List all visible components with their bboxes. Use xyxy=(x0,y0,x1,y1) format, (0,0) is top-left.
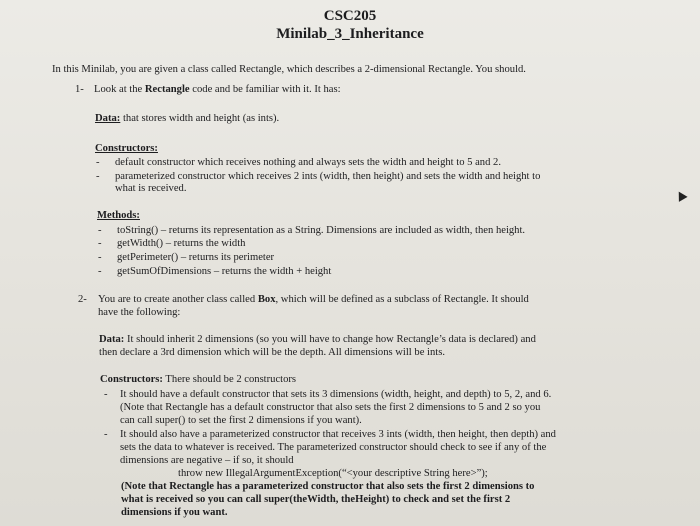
note-line: dimensions if you want. xyxy=(121,507,228,518)
method-line: toString() – returns its representation as a String. Dimensions are included as width, then height. xyxy=(117,225,526,236)
bullet-dash: - xyxy=(98,266,102,277)
methods-label: Methods: xyxy=(97,210,140,221)
item-1-data xyxy=(95,113,279,125)
constructor-detail-line: It should have a default constructor that sets its 3 dimensions (width, height, and depth) to 5, 2, and 6. xyxy=(120,389,552,400)
item-2-number: 2- xyxy=(78,294,87,305)
lab-title: Minilab_3_Inheritance xyxy=(276,26,424,42)
constructor-line: default constructor which receives nothing and always sets the width and height to 5 and 2. xyxy=(115,157,501,168)
bullet-dash: - xyxy=(104,389,108,400)
data-label: Data: xyxy=(95,113,121,124)
constructor-detail-line: (Note that Rectangle has a default constructor that also sets the first 2 dimensions to 5 and 2 so you xyxy=(120,402,541,413)
note-line: (Note that Rectangle has a parameterized constructor that also sets the first 2 dimensions to xyxy=(121,481,535,492)
method-line: getPerimeter() – returns its perimeter xyxy=(117,252,275,263)
intro-paragraph: In this Minilab, you are given a class called Rectangle, which describes a 2-dimensional Rectangle. You should. xyxy=(52,64,526,75)
bullet-dash: - xyxy=(98,238,102,249)
constructor-detail-line: dimensions are negative – if so, it should xyxy=(120,455,294,466)
method-line: getSumOfDimensions – returns the width + height xyxy=(117,266,332,277)
bullet-dash: - xyxy=(98,252,102,263)
constructor-detail-line: can call super() to set the first 2 dimensions if you want). xyxy=(120,415,362,426)
bullet-dash: - xyxy=(96,171,100,182)
data-text: that stores width and height (as ints). xyxy=(120,113,280,124)
data-text: It should inherit 2 dimensions (so you will have to change how Rectangle’s data is declared) and xyxy=(124,334,536,345)
item-2-constructors xyxy=(100,374,296,386)
bullet-dash: - xyxy=(98,225,102,236)
constructor-detail-line: It should also have a parameterized constructor that receives 3 ints (width, then height, then depth) and xyxy=(120,429,556,440)
mouse-cursor-icon xyxy=(674,189,687,202)
item-1-heading xyxy=(94,84,341,96)
item-2-heading xyxy=(98,294,529,306)
course-title: CSC205 xyxy=(323,8,377,24)
bullet-dash: - xyxy=(104,429,108,440)
bullet-dash: - xyxy=(96,157,100,168)
item-2-heading-line2: have the following: xyxy=(98,307,181,318)
constructor-detail-line: sets the data to whatever is received. The parameterized constructor should check to see if any of the xyxy=(120,442,547,453)
throw-statement: throw new IllegalArgumentException(“<your descriptive String here>”); xyxy=(178,468,488,479)
data-label: Data: xyxy=(99,334,125,345)
item-1-post: code and be familiar with it. It has: xyxy=(189,84,341,95)
constructor-line: parameterized constructor which receives 2 ints (width, then height) and sets the width and height to xyxy=(115,171,541,182)
item-1-class-name: Rectangle xyxy=(144,84,190,95)
method-line: getWidth() – returns the width xyxy=(117,238,246,249)
constructor-line: what is received. xyxy=(115,183,187,194)
item-2-data xyxy=(99,334,536,346)
item-1-pre: Look at the xyxy=(94,84,145,95)
item-2-post: , which will be defined as a subclass of Rectangle. It should xyxy=(275,294,529,305)
item-2-data-line2: then declare a 3rd dimension which will be the depth. All dimensions will be ints. xyxy=(99,347,445,358)
item-2-class-name: Box xyxy=(257,294,276,305)
item-2-pre: You are to create another class called xyxy=(98,294,258,305)
constructors-text: There should be 2 constructors xyxy=(162,374,297,385)
note-line: what is received so you can call super(theWidth, theHeight) to check and set the first 2 xyxy=(121,494,511,505)
item-1-number: 1- xyxy=(75,84,84,95)
constructors-label: Constructors: xyxy=(95,143,158,154)
constructors-label: Constructors: xyxy=(100,374,163,385)
